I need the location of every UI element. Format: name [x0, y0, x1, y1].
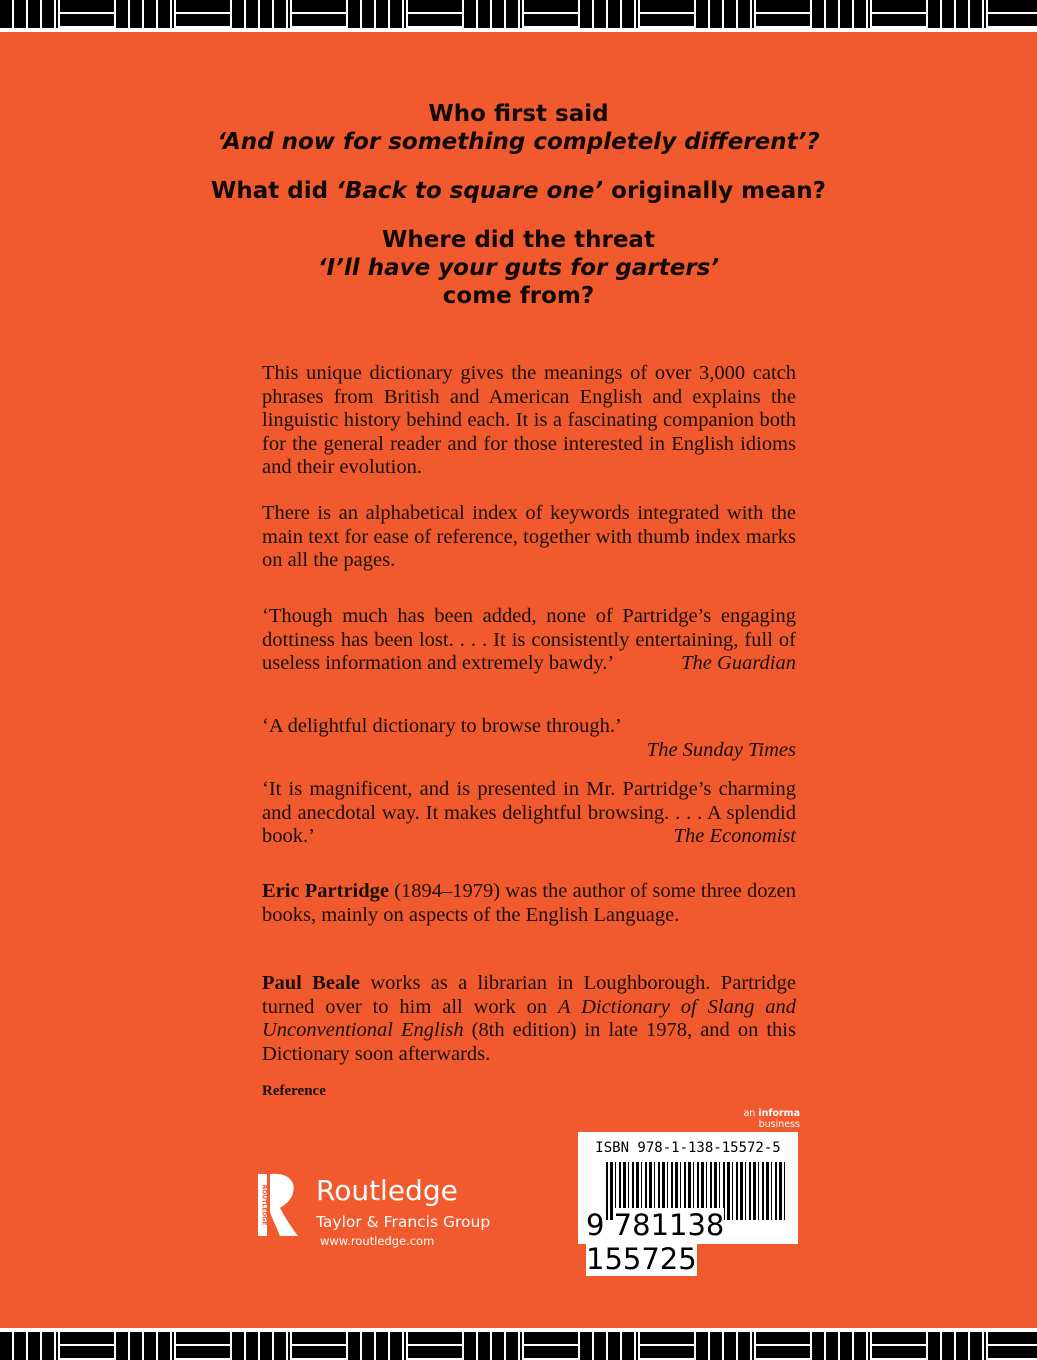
- border-pattern-block: [870, 0, 928, 28]
- border-pattern-block: [870, 1332, 928, 1360]
- border-pattern-block: [464, 0, 522, 28]
- border-pattern-block: [986, 1332, 1037, 1360]
- question-text: ‘I’ll have your guts for garters’: [317, 255, 720, 281]
- question-italic: ‘Back to square one’: [336, 178, 604, 204]
- border-pattern-block: [812, 0, 870, 28]
- publisher-name: Routledge: [316, 1174, 458, 1207]
- review-1: [262, 605, 796, 676]
- review-source: The Guardian: [681, 652, 796, 674]
- border-pattern-block: [696, 1332, 754, 1360]
- bottom-border-pattern: [0, 1328, 1037, 1360]
- border-pattern-block: [754, 0, 812, 28]
- border-pattern-block: [406, 0, 464, 28]
- review-quote: ‘It is magnificent, and is presented in Mr. Partridge’s charming and anecdotal way. It makes delightful browsing. . . . A splendid book.’: [262, 778, 796, 847]
- border-pattern-block: [812, 1332, 870, 1360]
- question-text: Who first said: [428, 101, 609, 127]
- border-pattern-block: [174, 1332, 232, 1360]
- border-pattern-block: [464, 1332, 522, 1360]
- question-text: originally mean?: [603, 178, 826, 204]
- border-pattern-block: [986, 0, 1037, 28]
- question-text: ‘And now for something completely different’?: [217, 129, 820, 155]
- border-pattern-block: [58, 0, 116, 28]
- isbn-label: ISBN 978-1-138-15572-5: [595, 1140, 781, 1156]
- question-1: [0, 100, 1037, 156]
- svg-text:ROUTLEDGE: ROUTLEDGE: [260, 1184, 268, 1226]
- border-pattern-block: [174, 0, 232, 28]
- border-pattern-block: [348, 0, 406, 28]
- border-pattern-block: [928, 0, 986, 28]
- question-text: What did: [211, 178, 337, 204]
- publisher-url: www.routledge.com: [320, 1234, 435, 1248]
- review-quote: ‘A delightful dictionary to browse through.’: [262, 715, 622, 737]
- border-pattern-block: [58, 1332, 116, 1360]
- question-3: [0, 226, 1037, 310]
- border-pattern-block: [406, 1332, 464, 1360]
- barcode-digits: 9 781138 155725: [586, 1208, 725, 1276]
- author-bio-1: Eric Partridge (1894–1979) was the author of some three dozen books, mainly on aspects of the English Language.: [262, 880, 796, 926]
- border-pattern-block: [348, 1332, 406, 1360]
- description-1: This unique dictionary gives the meanings of over 3,000 catch phrases from British and American English and explains the linguistic history behind each. It is a fascinating companion both for the general reader and for those interested in English idioms and their evolution.: [262, 362, 796, 478]
- border-pattern-block: [232, 0, 290, 28]
- review-2: [262, 715, 796, 762]
- border-pattern-block: [754, 1332, 812, 1360]
- question-text: Where did the threat: [382, 227, 655, 253]
- review-3: [262, 778, 796, 849]
- border-pattern-block: [580, 1332, 638, 1360]
- isbn-barcode: [578, 1132, 798, 1276]
- border-pattern-block: [928, 1332, 986, 1360]
- border-pattern-block: [638, 0, 696, 28]
- border-pattern-block: [696, 0, 754, 28]
- border-pattern-block: [290, 0, 348, 28]
- informa-tagline: an informa business: [743, 1108, 800, 1130]
- review-quote: ‘Though much has been added, none of Partridge’s engaging dottiness has been lost. . . . It is consistently entertaining, full of useless information and extremely bawdy.’: [262, 605, 796, 674]
- border-pattern-block: [522, 0, 580, 28]
- routledge-logo-icon: [258, 1172, 298, 1238]
- review-source: The Economist: [673, 825, 796, 847]
- border-pattern-block: [116, 0, 174, 28]
- review-source: The Sunday Times: [646, 738, 796, 761]
- description-2: There is an alphabetical index of keywords integrated with the main text for ease of reference, together with thumb index marks on all the pages.: [262, 502, 796, 571]
- border-pattern-block: [116, 1332, 174, 1360]
- border-pattern-block: [0, 0, 58, 28]
- border-pattern-block: [638, 1332, 696, 1360]
- category-label: Reference: [262, 1083, 326, 1099]
- top-border-pattern: [0, 0, 1037, 32]
- author-bio-2: Paul Beale works as a librarian in Loughborough. Partridge turned over to him all work on A Dictionary of Slang and Unconventional English (8th edition) in late 1978, and on this Dictionary soon afterwards.: [262, 972, 796, 1065]
- question-text: come from?: [442, 283, 595, 309]
- border-pattern-block: [0, 1332, 58, 1360]
- question-2: [0, 177, 1037, 205]
- border-pattern-block: [522, 1332, 580, 1360]
- border-pattern-block: [290, 1332, 348, 1360]
- publisher-group: Taylor & Francis Group: [316, 1213, 491, 1231]
- border-pattern-block: [232, 1332, 290, 1360]
- border-pattern-block: [580, 0, 638, 28]
